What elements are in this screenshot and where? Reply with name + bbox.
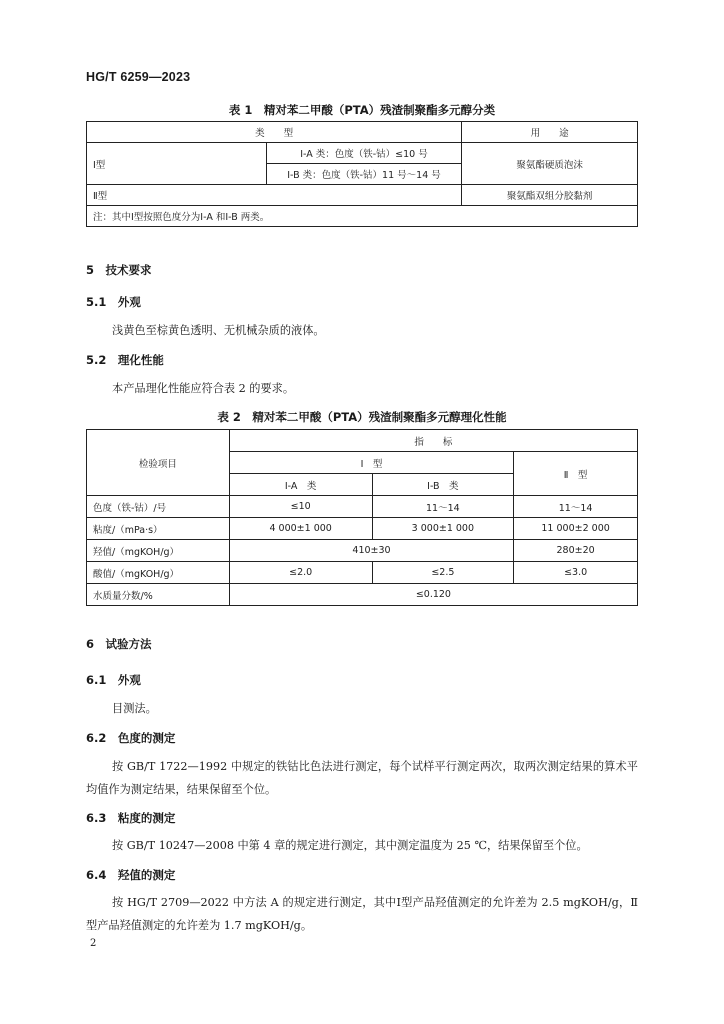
- header-1a: Ⅰ-A 类: [229, 474, 372, 496]
- row-value-1: 410±30: [229, 540, 513, 562]
- table-row: [87, 518, 638, 540]
- row-item: 粘度/（mPa·s）: [87, 518, 230, 540]
- section-5-1-text: 浅黄色至棕黄色透明、无机械杂质的液体。: [112, 324, 325, 337]
- section-5-1-heading: 5.1 外观: [86, 295, 141, 309]
- properties-table: [86, 429, 638, 606]
- table2-caption: 表 2 精对苯二甲酸（PTA）残渣制聚酯多元醇理化性能: [217, 410, 507, 424]
- row-value-1b: 11～14: [372, 496, 514, 518]
- header-item: 检验项目: [87, 430, 230, 496]
- table1-caption: 表 1 精对苯二甲酸（PTA）残渣制聚酯多元醇分类: [228, 103, 496, 117]
- row-item: 羟值/（mgKOH/g）: [87, 540, 230, 562]
- header-index: 指 标: [229, 430, 637, 452]
- type2-cell: Ⅱ型: [87, 185, 462, 206]
- section-5-heading: 5 技术要求: [86, 263, 152, 277]
- section-6-4-text: 按 HG/T 2709—2022 中方法 A 的规定进行测定，其中Ⅰ型产品羟值测定的允许差为 2.5 mgKOH/g，Ⅱ型产品羟值测定的允许差为 1.7 mgKOH/g。: [86, 896, 638, 932]
- row-value-1a: ≤10: [229, 496, 372, 518]
- table-row: [87, 143, 638, 164]
- row-item: 酸值/（mgKOH/g）: [87, 562, 230, 584]
- row-value-2: 11 000±2 000: [514, 518, 638, 540]
- section-6-2-heading: 6.2 色度的测定: [86, 731, 176, 745]
- table-row: [87, 562, 638, 584]
- type1-use-cell: 聚氨酯硬质泡沫: [462, 143, 638, 185]
- table-row: [87, 584, 638, 606]
- section-6-1-heading: 6.1 外观: [86, 673, 141, 687]
- type1a-cell: Ⅰ-A 类：色度（铁-钴）≤10 号: [266, 143, 462, 164]
- row-value-all: ≤0.120: [229, 584, 637, 606]
- row-value-1a: ≤2.0: [229, 562, 372, 584]
- type1b-cell: Ⅰ-B 类：色度（铁-钴）11 号～14 号: [266, 164, 462, 185]
- section-6-2-text: 按 GB/T 1722—1992 中规定的铁钴比色法进行测定，每个试样平行测定两次，取两次测定结果的算术平均值作为测定结果，结果保留至个位。: [86, 760, 638, 796]
- section-6-1-text: 目测法。: [112, 702, 157, 715]
- row-item: 水质量分数/%: [87, 584, 230, 606]
- section-5-2-text: 本产品理化性能应符合表 2 的要求。: [112, 382, 295, 395]
- header-1b: Ⅰ-B 类: [372, 474, 514, 496]
- section-6-4-heading: 6.4 羟值的测定: [86, 868, 176, 882]
- table-row: [87, 206, 638, 227]
- table1-note: 注：其中Ⅰ型按照色度分为Ⅰ-A 和Ⅰ-B 两类。: [87, 206, 638, 227]
- row-value-2: 280±20: [514, 540, 638, 562]
- section-6-3-heading: 6.3 粘度的测定: [86, 811, 176, 825]
- section-6-heading: 6 试验方法: [86, 637, 152, 651]
- type1-cell: Ⅰ型: [87, 143, 267, 185]
- table-row: [87, 122, 638, 143]
- row-value-1b: 3 000±1 000: [372, 518, 514, 540]
- type2-use-cell: 聚氨酯双组分胶黏剂: [462, 185, 638, 206]
- header-type1: Ⅰ 型: [229, 452, 513, 474]
- standard-code: HG/T 6259—2023: [86, 70, 191, 84]
- row-value-1b: ≤2.5: [372, 562, 514, 584]
- classification-table: [86, 121, 638, 227]
- section-6-3-text: 按 GB/T 10247—2008 中第 4 章的规定进行测定，其中测定温度为 25 ℃，结果保留至个位。: [112, 839, 588, 852]
- page-number: 2: [90, 938, 97, 949]
- row-value-1a: 4 000±1 000: [229, 518, 372, 540]
- table-row: [87, 185, 638, 206]
- row-item: 色度（铁-钴）/号: [87, 496, 230, 518]
- table-row: [87, 496, 638, 518]
- row-value-2: 11～14: [514, 496, 638, 518]
- table-row: [87, 430, 638, 452]
- table-row: [87, 540, 638, 562]
- header-type: 类 型: [87, 122, 462, 143]
- section-5-2-heading: 5.2 理化性能: [86, 353, 164, 367]
- header-use: 用 途: [462, 122, 638, 143]
- header-type2: Ⅱ 型: [514, 452, 638, 496]
- row-value-2: ≤3.0: [514, 562, 638, 584]
